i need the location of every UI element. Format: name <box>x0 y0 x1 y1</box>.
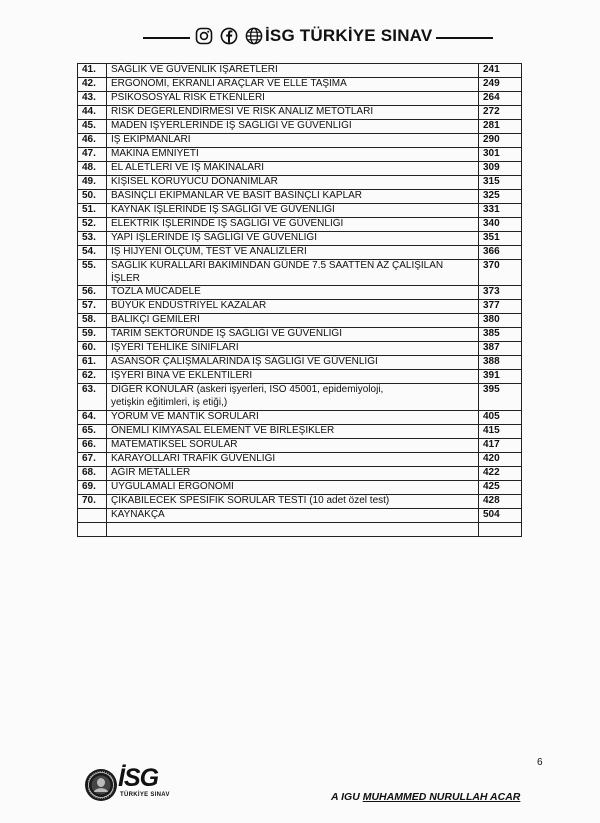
toc-number: 66. <box>78 439 107 453</box>
toc-title: İŞYERİ TEHLİKE SINIFLARI <box>107 342 479 356</box>
toc-page: 301 <box>479 148 522 162</box>
toc-number: 65. <box>78 425 107 439</box>
toc-title: BÜYÜK ENDÜSTRİYEL KAZALAR <box>107 300 479 314</box>
toc-number: 49. <box>78 176 107 190</box>
toc-page: 422 <box>479 467 522 481</box>
toc-row <box>78 286 522 300</box>
toc-title: İŞ HİJYENİ ÖLÇÜM, TEST VE ANALİZLERİ <box>107 246 479 260</box>
logo-sub-text: TÜRKİYE SINAV <box>120 792 170 798</box>
toc-page: 331 <box>479 204 522 218</box>
header-rule-right <box>436 37 493 39</box>
toc-number: 61. <box>78 356 107 370</box>
toc-title: AĞIR METALLER <box>107 467 479 481</box>
toc-number: 42. <box>78 78 107 92</box>
toc-row <box>78 523 522 537</box>
toc-title: EL ALETLERİ VE İŞ MAKİNALARI <box>107 162 479 176</box>
toc-row <box>78 218 522 232</box>
toc-title: ÇIKABİLECEK SPESİFİK SORULAR TESTİ (10 adet özel test) <box>107 495 479 509</box>
toc-page: 241 <box>479 64 522 78</box>
toc-page: 388 <box>479 356 522 370</box>
toc-row <box>78 162 522 176</box>
toc-title: TARIM SEKTÖRÜNDE İŞ SAĞLIĞI VE GÜVENLİĞİ <box>107 328 479 342</box>
toc-page: 249 <box>479 78 522 92</box>
toc-row <box>78 92 522 106</box>
toc-row <box>78 190 522 204</box>
toc-row <box>78 342 522 356</box>
toc-number: 70. <box>78 495 107 509</box>
toc-title-line: yetişkin eğitimleri, iş etiği,) <box>111 396 228 408</box>
toc-title: MAKİNA EMNİYETİ <box>107 148 479 162</box>
toc-page: 405 <box>479 411 522 425</box>
toc-row <box>78 64 522 78</box>
toc-number: 55. <box>78 260 107 286</box>
toc-number: 67. <box>78 453 107 467</box>
toc-row <box>78 495 522 509</box>
toc-number <box>78 523 107 537</box>
toc-row <box>78 328 522 342</box>
toc-title: KAYNAK İŞLERİNDE İŞ SAĞLIĞI VE GÜVENLİĞİ <box>107 204 479 218</box>
toc-title: MATEMATİKSEL SORULAR <box>107 439 479 453</box>
header-title: İSG TÜRKİYE SINAV <box>265 26 433 45</box>
toc-number: 46. <box>78 134 107 148</box>
toc-page: 391 <box>479 370 522 384</box>
toc-title: PSİKOSOSYAL RİSK ETKENLERİ <box>107 92 479 106</box>
globe-icon <box>245 27 263 45</box>
toc-row <box>78 509 522 523</box>
toc-number: 51. <box>78 204 107 218</box>
toc-number: 68. <box>78 467 107 481</box>
toc-title: TOZLA MÜCADELE <box>107 286 479 300</box>
toc-row <box>78 134 522 148</box>
footer-author <box>331 791 520 803</box>
toc-page: 385 <box>479 328 522 342</box>
toc-row <box>78 439 522 453</box>
toc-row <box>78 370 522 384</box>
toc-number: 44. <box>78 106 107 120</box>
page-number: 6 <box>537 757 543 768</box>
toc-page: 425 <box>479 481 522 495</box>
toc-number: 69. <box>78 481 107 495</box>
toc-row <box>78 411 522 425</box>
toc-row <box>78 481 522 495</box>
toc-title: SAĞLIK VE GÜVENLİK İŞARETLERİ <box>107 64 479 78</box>
toc-page: 351 <box>479 232 522 246</box>
toc-title: ÖNEMLİ KİMYASAL ELEMENT VE BİRLEŞİKLER <box>107 425 479 439</box>
toc-page: 272 <box>479 106 522 120</box>
toc-number: 63. <box>78 384 107 411</box>
toc-row <box>78 246 522 260</box>
toc-row <box>78 148 522 162</box>
toc-number: 50. <box>78 190 107 204</box>
toc-page: 395 <box>479 384 522 411</box>
toc-number: 41. <box>78 64 107 78</box>
toc-page: 377 <box>479 300 522 314</box>
toc-row <box>78 467 522 481</box>
logo-main-text: İSG <box>118 764 159 792</box>
toc-title: YORUM VE MANTIK SORULARI <box>107 411 479 425</box>
toc-title: BASINÇLI EKİPMANLAR VE BASİT BASINÇLI KAPLAR <box>107 190 479 204</box>
toc-title: ELEKTRİK İŞLERİNDE İŞ SAĞLIĞI VE GÜVENLİĞİ <box>107 218 479 232</box>
toc-number: 53. <box>78 232 107 246</box>
instagram-icon <box>195 27 213 45</box>
toc-row <box>78 120 522 134</box>
facebook-icon <box>220 27 238 45</box>
author-prefix: A IGU <box>331 791 360 803</box>
toc-page: 366 <box>479 246 522 260</box>
toc-number: 48. <box>78 162 107 176</box>
toc-title: YAPI İŞLERİNDE İŞ SAĞLIĞI VE GÜVENLİĞİ <box>107 232 479 246</box>
toc-row <box>78 314 522 328</box>
toc-page: 309 <box>479 162 522 176</box>
toc-page: 340 <box>479 218 522 232</box>
header-rule-left <box>143 37 190 39</box>
toc-number: 45. <box>78 120 107 134</box>
toc-page: 428 <box>479 495 522 509</box>
toc-number: 64. <box>78 411 107 425</box>
page-header <box>0 24 600 50</box>
author-name: MUHAMMED NURULLAH ACAR <box>362 791 521 803</box>
table-of-contents <box>77 63 522 537</box>
toc-number: 62. <box>78 370 107 384</box>
toc-title: BALIKÇI GEMİLERİ <box>107 314 479 328</box>
toc-title: KARAYOLLARI TRAFİK GÜVENLİĞİ <box>107 453 479 467</box>
toc-number <box>78 509 107 523</box>
toc-page: 387 <box>479 342 522 356</box>
toc-title: ASANSÖR ÇALIŞMALARINDA İŞ SAĞLIĞI VE GÜVENLİĞİ <box>107 356 479 370</box>
toc-number: 56. <box>78 286 107 300</box>
toc-row <box>78 176 522 190</box>
toc-title: SAĞLIK KURALLARI BAKIMINDAN GÜNDE 7.5 SAATTEN AZ ÇALIŞILAN İŞLER <box>107 260 479 286</box>
toc-row <box>78 204 522 218</box>
toc-title <box>107 523 479 537</box>
toc-row <box>78 78 522 92</box>
toc-number: 57. <box>78 300 107 314</box>
toc-page: 290 <box>479 134 522 148</box>
toc-title: UYGULAMALI ERGONOMİ <box>107 481 479 495</box>
toc-number: 43. <box>78 92 107 106</box>
toc-title: İŞYERİ BİNA VE EKLENTİLERİ <box>107 370 479 384</box>
toc-page: 504 <box>479 509 522 523</box>
logo-seal-icon <box>84 768 118 802</box>
toc-title-line: DİĞER KONULAR (askeri işyerleri, ISO 45001, epidemiyoloji, <box>111 384 384 396</box>
toc-number: 60. <box>78 342 107 356</box>
toc-number: 47. <box>78 148 107 162</box>
toc-title: RİSK DEĞERLENDİRMESİ VE RİSK ANALİZ METOTLARI <box>107 106 479 120</box>
toc-page: 325 <box>479 190 522 204</box>
toc-title: MADEN İŞYERLERİNDE İŞ SAĞLIĞI VE GÜVENLİĞİ <box>107 120 479 134</box>
toc-page: 417 <box>479 439 522 453</box>
toc-title <box>107 384 479 411</box>
toc-row <box>78 232 522 246</box>
footer-logo <box>118 766 178 798</box>
toc-row <box>78 260 522 286</box>
toc-row <box>78 300 522 314</box>
toc-title: İŞ EKİPMANLARI <box>107 134 479 148</box>
toc-row <box>78 453 522 467</box>
toc-row <box>78 106 522 120</box>
toc-number: 59. <box>78 328 107 342</box>
toc-page: 281 <box>479 120 522 134</box>
toc-number: 58. <box>78 314 107 328</box>
toc-title: KİŞİSEL KORUYUCU DONANIMLAR <box>107 176 479 190</box>
toc-page: 420 <box>479 453 522 467</box>
toc-page: 380 <box>479 314 522 328</box>
toc-title: KAYNAKÇA <box>107 509 479 523</box>
toc-page: 264 <box>479 92 522 106</box>
toc-page: 370 <box>479 260 522 286</box>
toc-page: 373 <box>479 286 522 300</box>
toc-page <box>479 523 522 537</box>
toc-page: 315 <box>479 176 522 190</box>
toc-row <box>78 425 522 439</box>
toc-row <box>78 384 522 411</box>
toc-number: 54. <box>78 246 107 260</box>
toc-number: 52. <box>78 218 107 232</box>
toc-page: 415 <box>479 425 522 439</box>
toc-title: ERGONOMİ, EKRANLI ARAÇLAR VE ELLE TAŞIMA <box>107 78 479 92</box>
toc-row <box>78 356 522 370</box>
